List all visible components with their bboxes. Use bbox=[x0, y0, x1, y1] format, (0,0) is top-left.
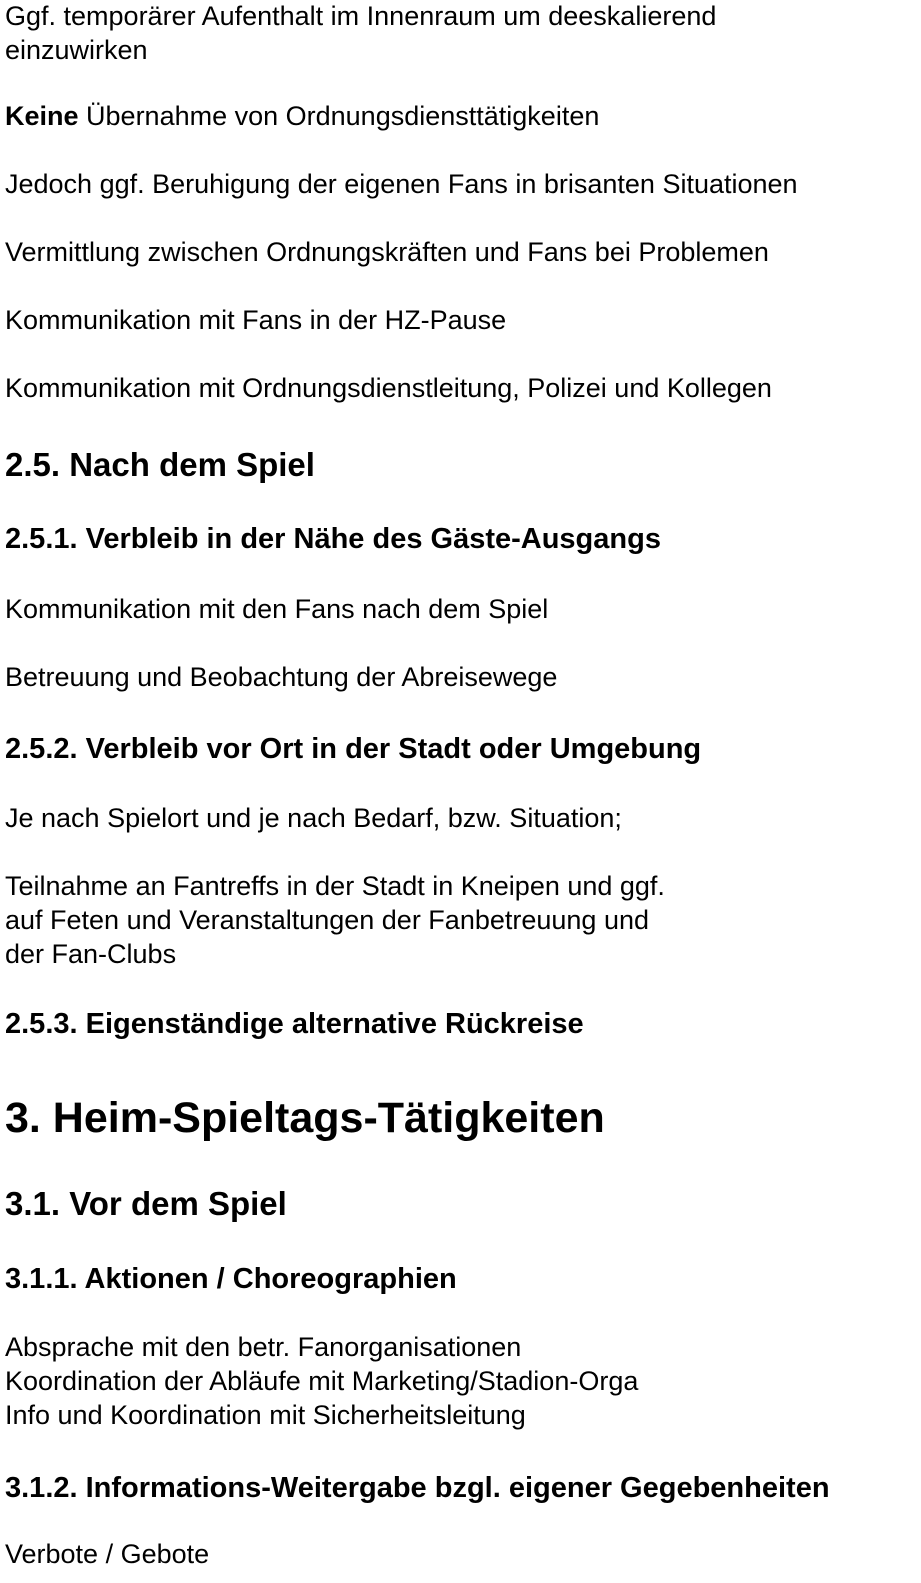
paragraph-line: Absprache mit den betr. Fanorganisationen bbox=[5, 1332, 522, 1362]
paragraph-temporary-stay bbox=[5, 0, 716, 67]
paragraph-fan-meetings bbox=[5, 869, 665, 971]
heading-2-5-3: 2.5.3. Eigenständige alternative Rückreise bbox=[5, 1008, 584, 1040]
paragraph-communication-police: Kommunikation mit Ordnungsdienstleitung, Polizei und Kollegen bbox=[5, 373, 772, 403]
emphasis-keine: Keine bbox=[5, 101, 79, 131]
heading-3: 3. Heim-Spieltags-Tätigkeiten bbox=[5, 1094, 605, 1142]
heading-3-1-2: 3.1.2. Informations-Weitergabe bzgl. eigener Gegebenheiten bbox=[5, 1472, 830, 1504]
paragraph-line: Koordination der Abläufe mit Marketing/Stadion-Orga bbox=[5, 1366, 639, 1396]
paragraph-depending-on-location: Je nach Spielort und je nach Bedarf, bzw. Situation; bbox=[5, 803, 622, 833]
heading-3-1-1: 3.1.1. Aktionen / Choreographien bbox=[5, 1263, 457, 1295]
paragraph-line: auf Feten und Veranstaltungen der Fanbetreuung und bbox=[5, 905, 649, 935]
heading-2-5: 2.5. Nach dem Spiel bbox=[5, 446, 315, 483]
paragraph-choreography-coordination bbox=[5, 1330, 638, 1432]
paragraph-after-match-communication: Kommunikation mit den Fans nach dem Spiel bbox=[5, 594, 549, 624]
paragraph-prohibitions: Verbote / Gebote bbox=[5, 1539, 210, 1569]
heading-3-1: 3.1. Vor dem Spiel bbox=[5, 1185, 287, 1222]
paragraph-mediation: Vermittlung zwischen Ordnungskräften und Fans bei Problemen bbox=[5, 237, 769, 267]
heading-2-5-2: 2.5.2. Verbleib vor Ort in der Stadt oder Umgebung bbox=[5, 733, 702, 765]
heading-2-5-1: 2.5.1. Verbleib in der Nähe des Gäste-Ausgangs bbox=[5, 523, 661, 555]
paragraph-line: Teilnahme an Fantreffs in der Stadt in Kneipen und ggf. bbox=[5, 871, 665, 901]
paragraph-no-security-duties bbox=[5, 99, 599, 133]
paragraph-line: Ggf. temporärer Aufenthalt im Innenraum um deeskalierend bbox=[5, 1, 717, 31]
paragraph-departure-routes: Betreuung und Beobachtung der Abreisewege bbox=[5, 662, 558, 692]
paragraph-line: einzuwirken bbox=[5, 35, 148, 65]
paragraph-calming-fans: Jedoch ggf. Beruhigung der eigenen Fans in brisanten Situationen bbox=[5, 169, 798, 199]
paragraph-halftime-communication: Kommunikation mit Fans in der HZ-Pause bbox=[5, 305, 507, 335]
paragraph-line: Info und Koordination mit Sicherheitsleitung bbox=[5, 1400, 526, 1430]
paragraph-line: der Fan-Clubs bbox=[5, 939, 177, 969]
paragraph-text: Übernahme von Ordnungsdiensttätigkeiten bbox=[78, 101, 600, 131]
